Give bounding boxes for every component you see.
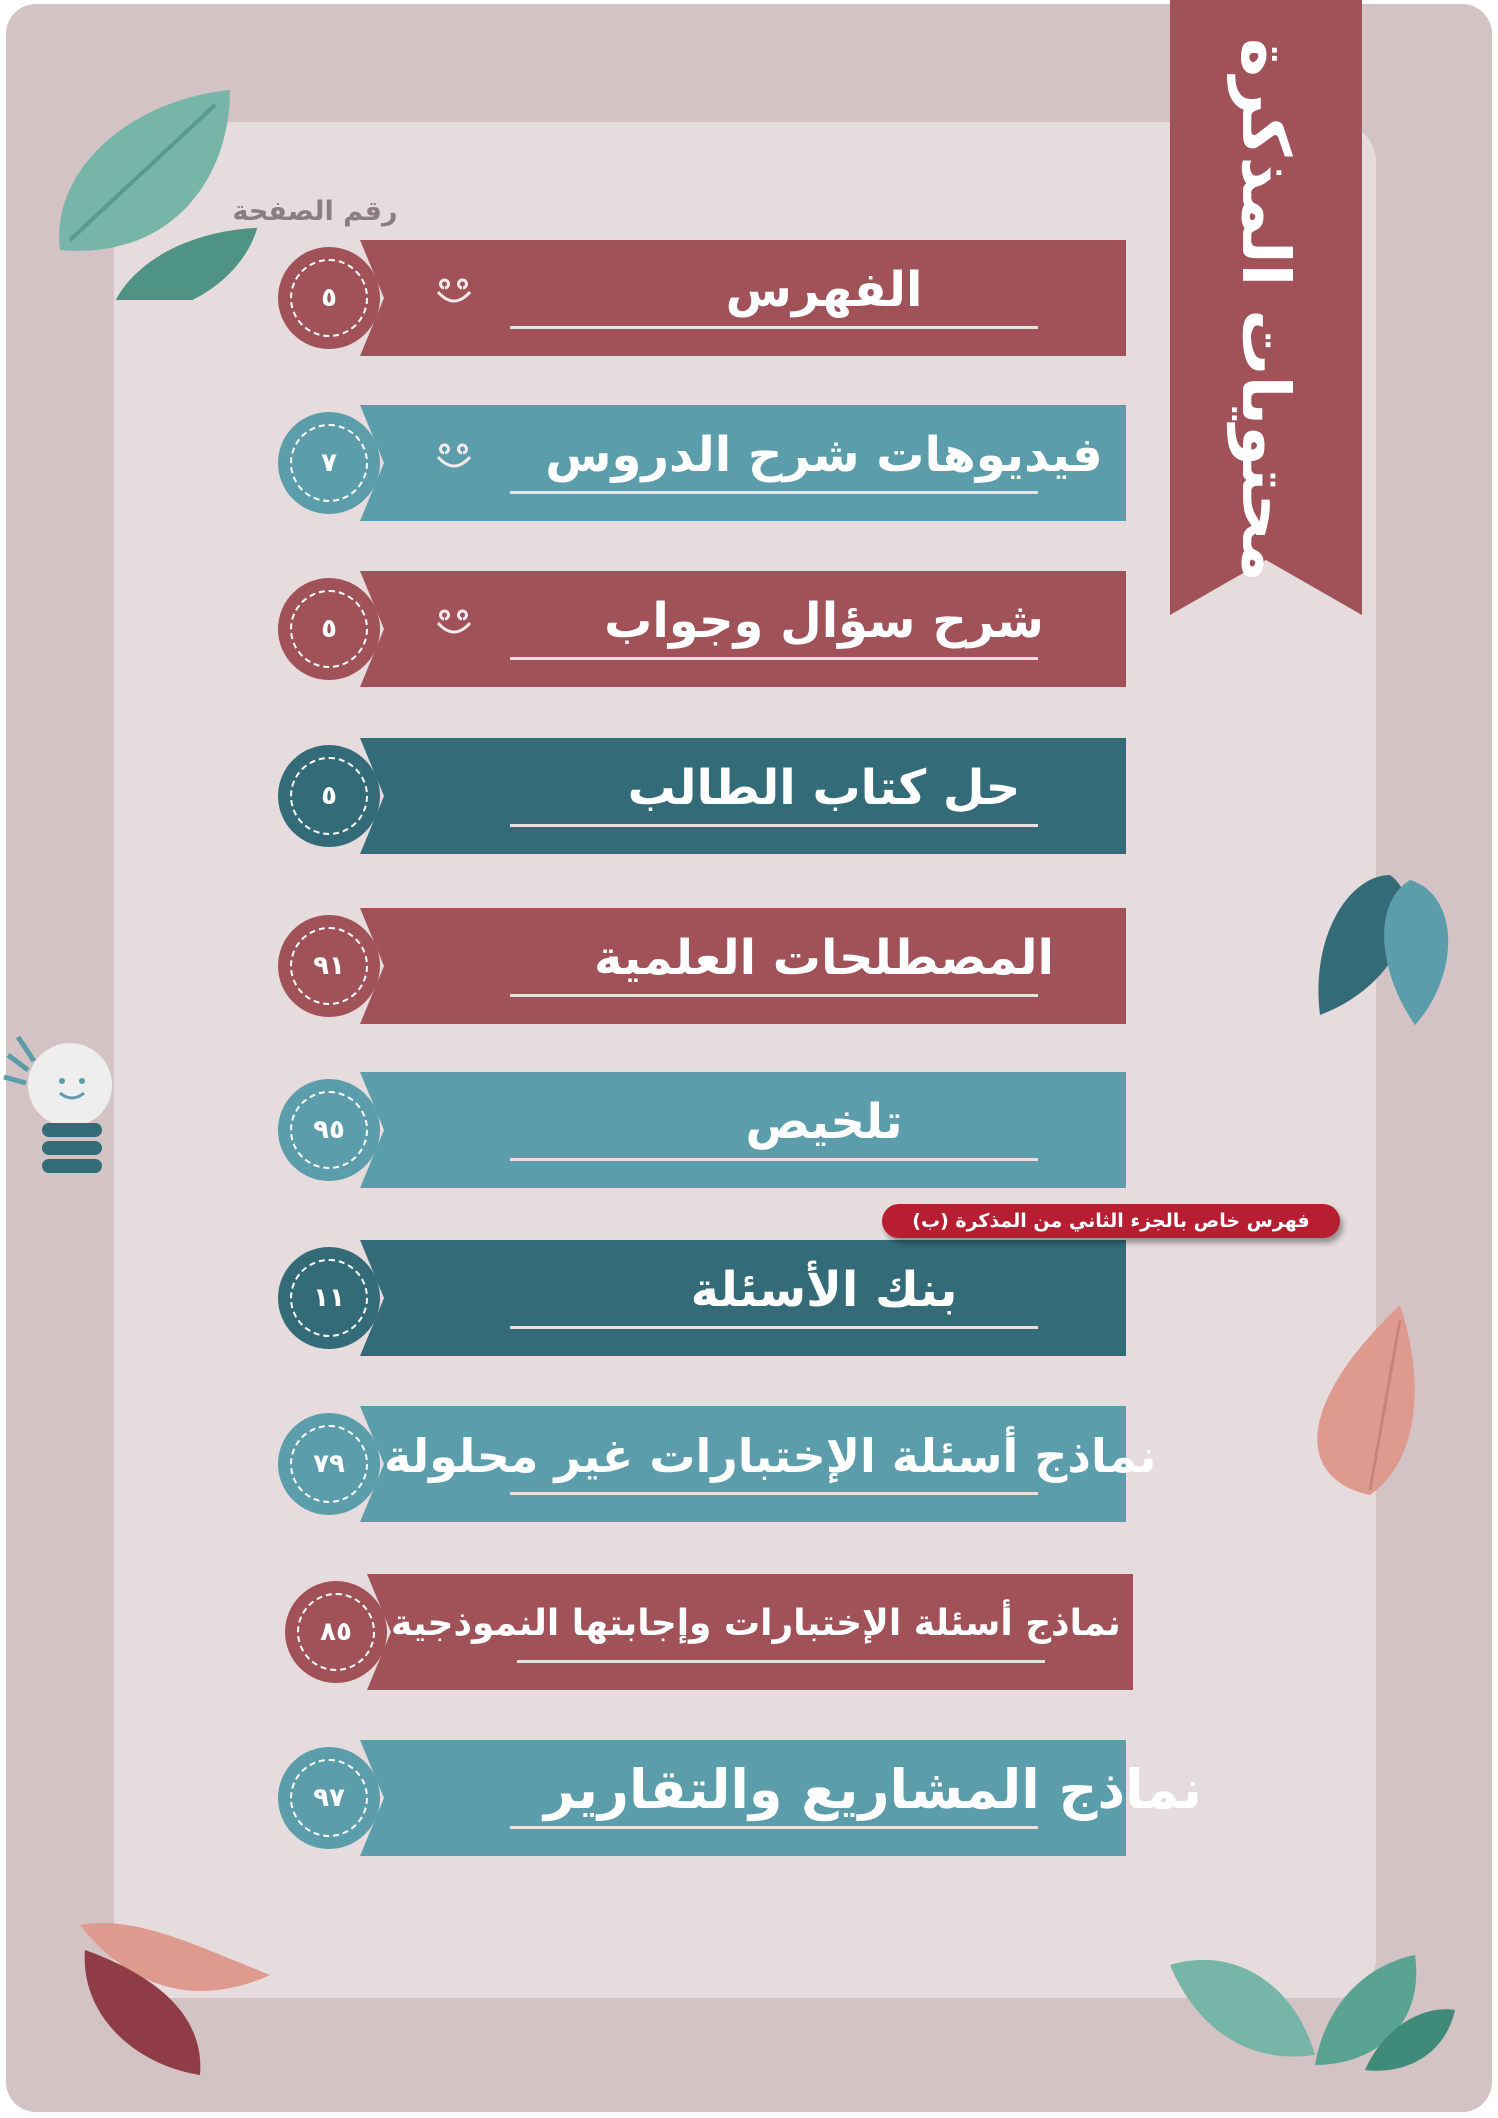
- page-number: ٩١: [313, 951, 345, 981]
- contents-item: [360, 1740, 1202, 1856]
- item-underline: [510, 657, 1038, 660]
- item-underline: [510, 491, 1038, 494]
- item-label: الفهرس: [725, 262, 923, 318]
- page-number-badge: [278, 1079, 380, 1181]
- item-label: فيديوهات شرح الدروس: [545, 427, 1103, 483]
- page-number-badge: [278, 745, 380, 847]
- contents-item: [360, 1072, 1126, 1188]
- item-underline: [510, 994, 1038, 997]
- smiley-icon: [432, 607, 476, 643]
- page-number: ٨٥: [320, 1617, 352, 1647]
- page-number: ٩٥: [313, 1115, 345, 1145]
- lightbulb-icon: [0, 1015, 115, 1185]
- page-number-badge: [278, 1747, 380, 1849]
- contents-item: [360, 1406, 1157, 1522]
- page-number: ٥: [321, 781, 337, 811]
- page-number: ٥: [321, 614, 337, 644]
- page-number-header: رقم الصفحة: [232, 196, 398, 227]
- item-underline: [517, 1660, 1045, 1663]
- leaf-right-pink-icon: [1290, 1300, 1420, 1500]
- item-label: نماذج المشاريع والتقارير: [544, 1758, 1202, 1821]
- item-label: تلخيص: [745, 1094, 903, 1150]
- part-b-note: فهرس خاص بالجزء الثاني من المذكرة (ب): [882, 1204, 1340, 1238]
- page-number: ٩٧: [313, 1783, 345, 1813]
- smiley-icon: [432, 276, 476, 312]
- page-number-badge: [278, 247, 380, 349]
- page-number: ٧: [321, 448, 337, 478]
- leaf-top-left-icon: [40, 90, 280, 300]
- page-number: ٥: [321, 283, 337, 313]
- item-underline: [510, 326, 1038, 329]
- item-label: نماذج أسئلة الإختبارات غير محلولة: [384, 1429, 1157, 1483]
- page-number-badge: [278, 578, 380, 680]
- page-title: محتويات المذكرة: [1227, 38, 1304, 582]
- item-label: بنك الأسئلة: [690, 1262, 958, 1318]
- item-label: حل كتاب الطالب: [627, 760, 1021, 816]
- smiley-icon: [432, 441, 476, 477]
- contents-item: [360, 908, 1126, 1024]
- leaf-bottom-right-icon: [1165, 1945, 1455, 2085]
- contents-item: [360, 405, 1126, 521]
- leaf-right-icon: [1310, 865, 1460, 1035]
- page-number-badge: [278, 1247, 380, 1349]
- item-label: المصطلحات العلمية: [594, 930, 1054, 986]
- page-number: ٧٩: [313, 1449, 345, 1479]
- leaf-bottom-left-icon: [75, 1915, 275, 2085]
- item-underline: [510, 824, 1038, 827]
- item-underline: [510, 1492, 1038, 1495]
- page-number-badge: [278, 915, 380, 1017]
- item-underline: [510, 1158, 1038, 1161]
- contents-item: [360, 571, 1126, 687]
- contents-item: [360, 1240, 1126, 1356]
- page-number-badge: [285, 1581, 387, 1683]
- item-label: نماذج أسئلة الإختبارات وإجابتها النموذجية: [391, 1603, 1121, 1644]
- title-banner: [1170, 0, 1362, 615]
- contents-item: [360, 240, 1126, 356]
- contents-item: [367, 1574, 1133, 1690]
- page-number-badge: [278, 1413, 380, 1515]
- page-number: ١١: [313, 1283, 345, 1313]
- item-underline: [510, 1326, 1038, 1329]
- item-underline: [510, 1826, 1038, 1829]
- page-number-badge: [278, 412, 380, 514]
- contents-item: [360, 738, 1126, 854]
- item-label: شرح سؤال وجواب: [604, 593, 1044, 649]
